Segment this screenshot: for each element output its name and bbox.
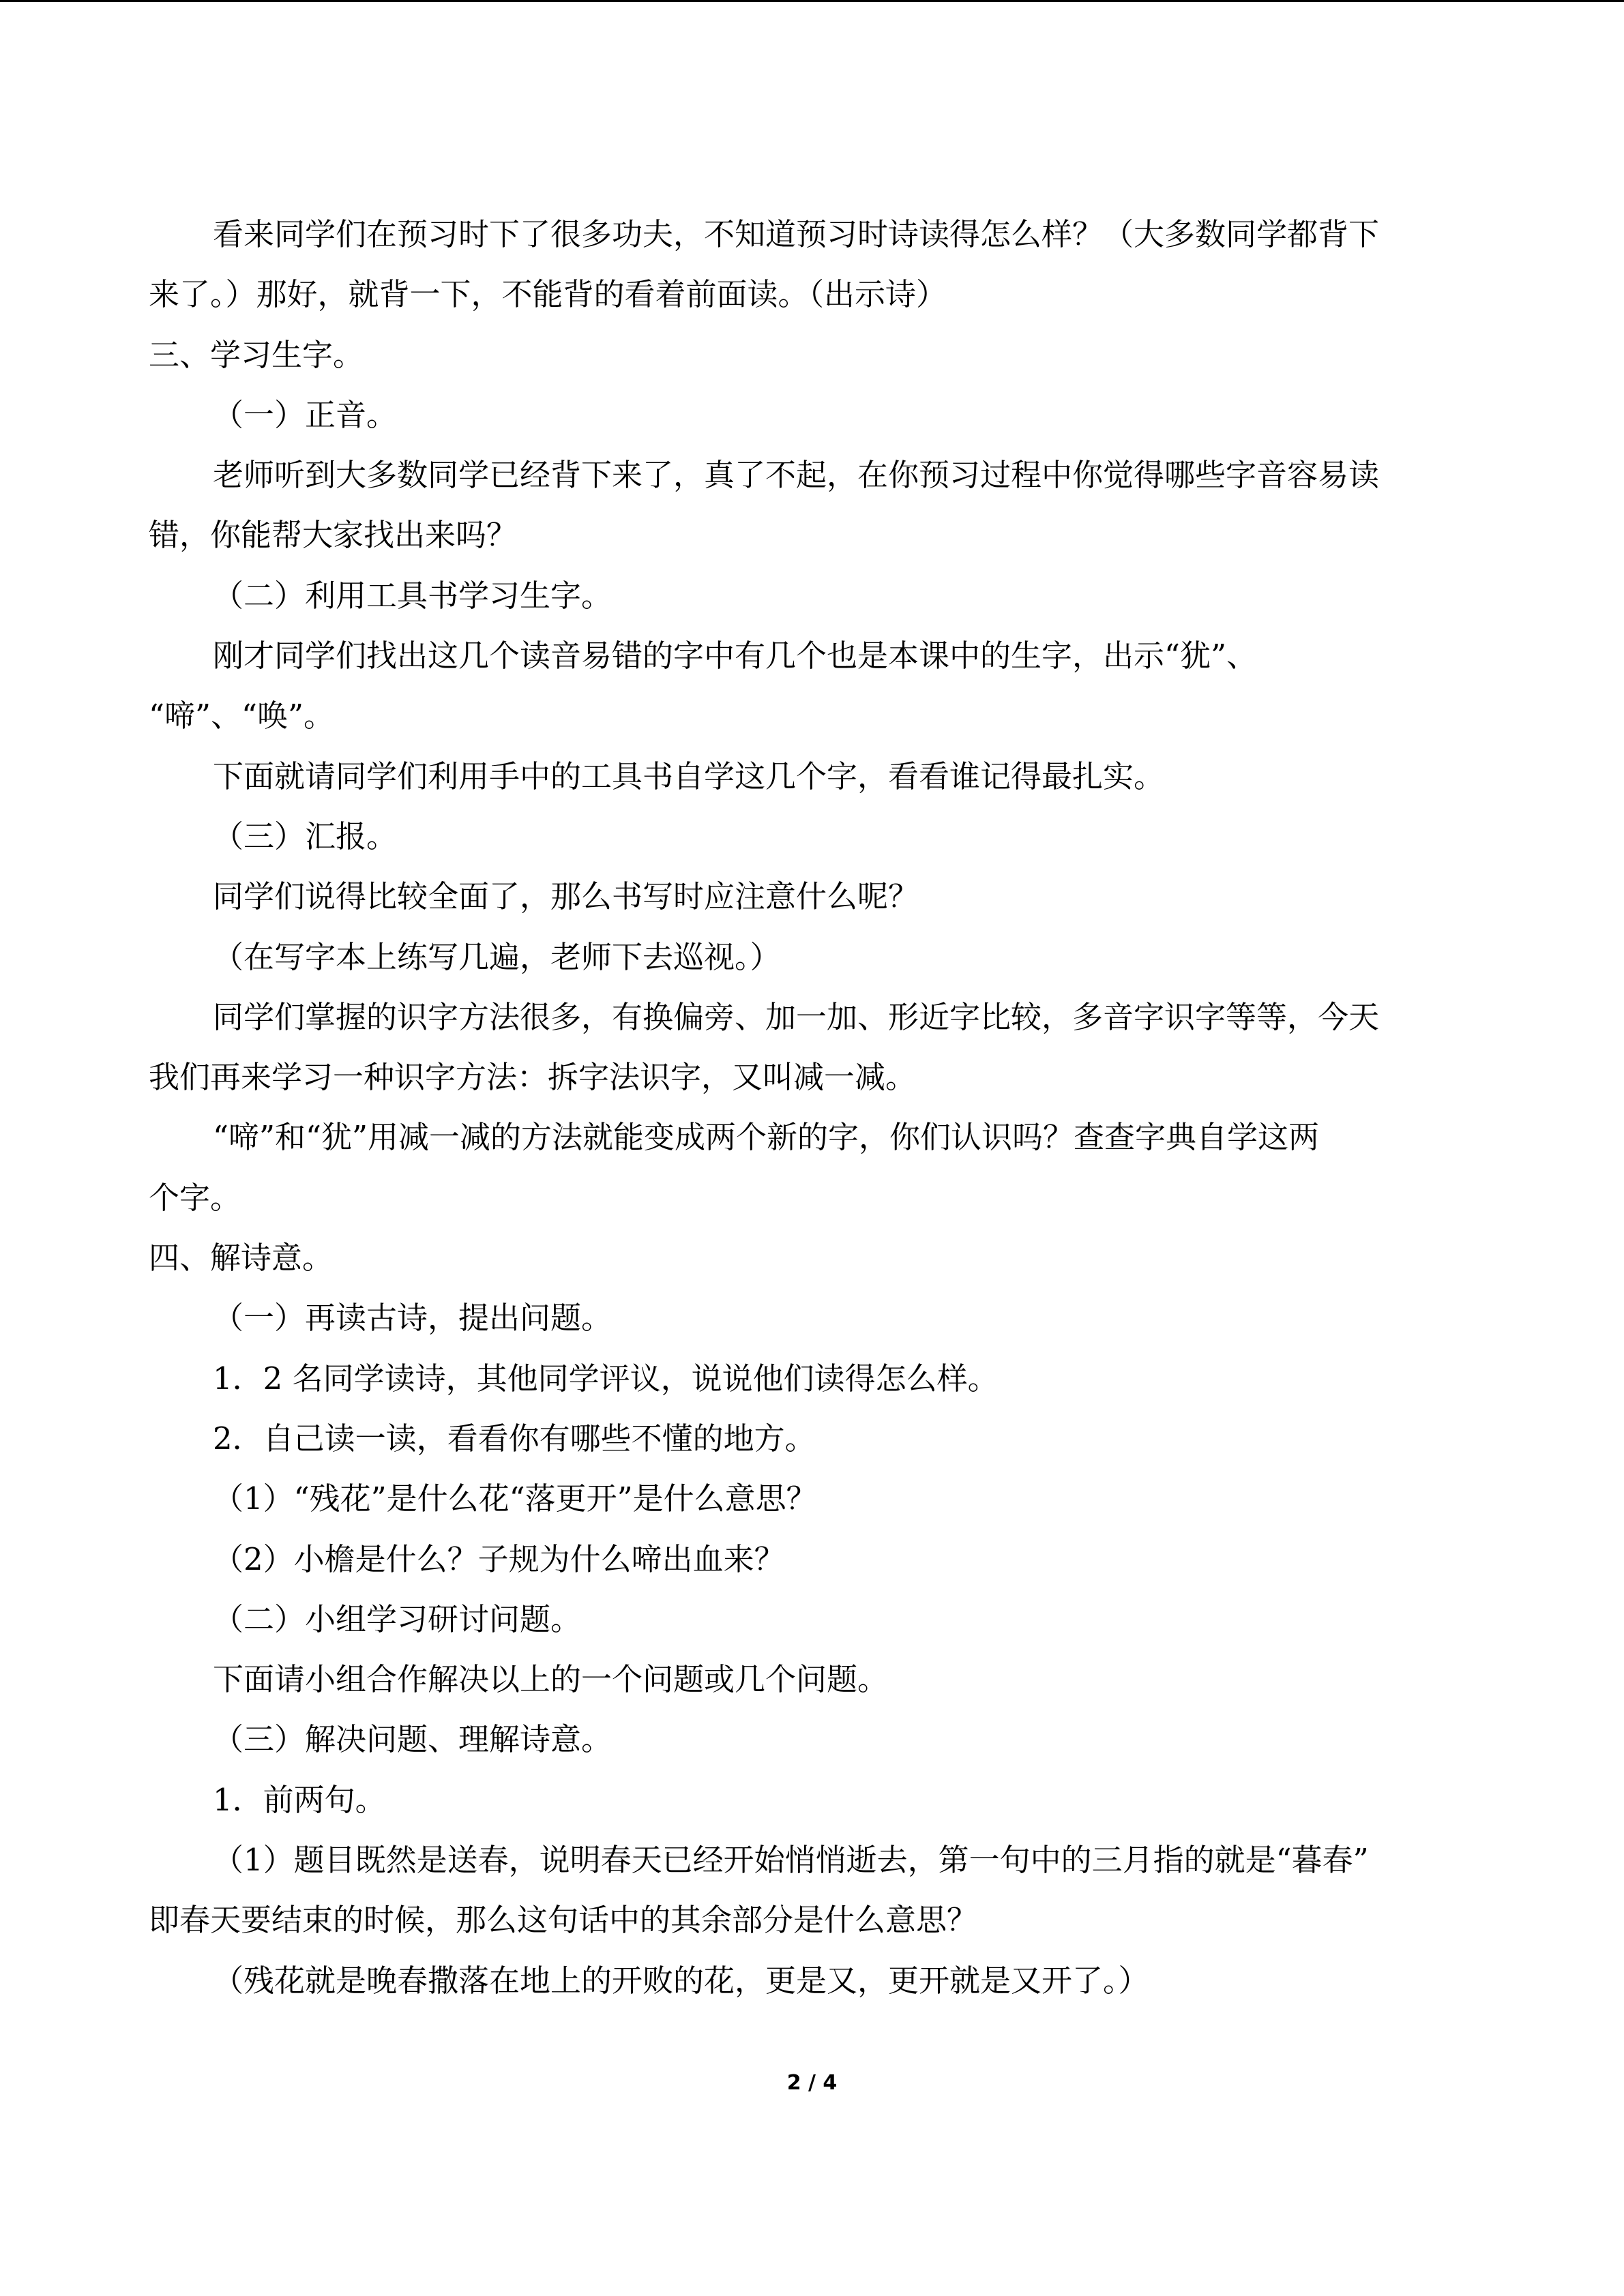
paragraph-line: 个字。 (149, 1179, 241, 1216)
subsection-heading: （三）解决问题、理解诗意。 (213, 1721, 612, 1758)
section-heading: 四、解诗意。 (149, 1240, 334, 1277)
paragraph-line: 同学们掌握的识字方法很多，有换偏旁、加一加、形近字比较，多音字识字等等，今天 (213, 998, 1380, 1035)
subsection-heading: （二）利用工具书学习生字。 (213, 577, 612, 614)
paragraph-line: 即春天要结束的时候，那么这句话中的其余部分是什么意思？ (149, 1902, 978, 1939)
page-number: 2 / 4 (786, 2071, 838, 2095)
paragraph-line: 我们再来学习一种识字方法：拆字法识字，又叫减一减。 (149, 1059, 917, 1096)
top-border-line (0, 0, 1624, 2)
paragraph-line: 下面请小组合作解决以上的一个问题或几个问题。 (213, 1661, 889, 1698)
paragraph-line: （1）题目既然是送春，说明春天已经开始悄悄逝去，第一句中的三月指的就是“暮春” (213, 1842, 1369, 1879)
subsection-heading: （二）小组学习研讨问题。 (213, 1600, 582, 1637)
paragraph-line: 错，你能帮大家找出来吗？ (149, 517, 518, 554)
subsection-heading: （一）正音。 (213, 396, 398, 433)
paragraph-line: 老师听到大多数同学已经背下来了，真了不起，在你预习过程中你觉得哪些字音容易读 (213, 457, 1380, 494)
paragraph-line: （在写字本上练写几遍，老师下去巡视。） (213, 938, 781, 975)
section-heading: 三、学习生字。 (149, 336, 364, 373)
list-item: 1．2 名同学读诗，其他同学评议，说说他们读得怎么样。 (213, 1360, 999, 1397)
paragraph-line: 刚才同学们找出这几个读音易错的字中有几个也是本课中的生字，出示“犹”、 (213, 638, 1258, 674)
list-item: 2．自己读一读，看看你有哪些不懂的地方。 (213, 1420, 816, 1457)
paragraph-line: 下面就请同学们利用手中的工具书自学这几个字，看看谁记得最扎实。 (213, 758, 1165, 794)
list-item: （1）“残花”是什么花“落更开”是什么意思？ (213, 1480, 817, 1517)
paragraph-line: 来了。）那好，就背一下，不能背的看着前面读。（出示诗） (149, 276, 947, 313)
paragraph-line: （残花就是晚春撒落在地上的开败的花，更是又，更开就是又开了。） (213, 1962, 1149, 1999)
paragraph-line: 看来同学们在预习时下了很多功夫，不知道预习时诗读得怎么样？（大多数同学都背下 (213, 216, 1380, 252)
paragraph-line: 同学们说得比较全面了，那么书写时应注意什么呢？ (213, 878, 919, 915)
subsection-heading: （三）汇报。 (213, 818, 398, 854)
list-item: （2）小檐是什么？子规为什么啼出血来？ (213, 1540, 785, 1577)
subsection-heading: （一）再读古诗，提出问题。 (213, 1300, 612, 1337)
paragraph-line: “啼”、“唤”。 (149, 698, 335, 734)
list-item: 1．前两句。 (213, 1781, 386, 1818)
paragraph-line: “啼”和“犹”用减一减的方法就能变成两个新的字，你们认识吗？查查字典自学这两 (213, 1119, 1320, 1156)
document-body (149, 205, 1476, 2011)
